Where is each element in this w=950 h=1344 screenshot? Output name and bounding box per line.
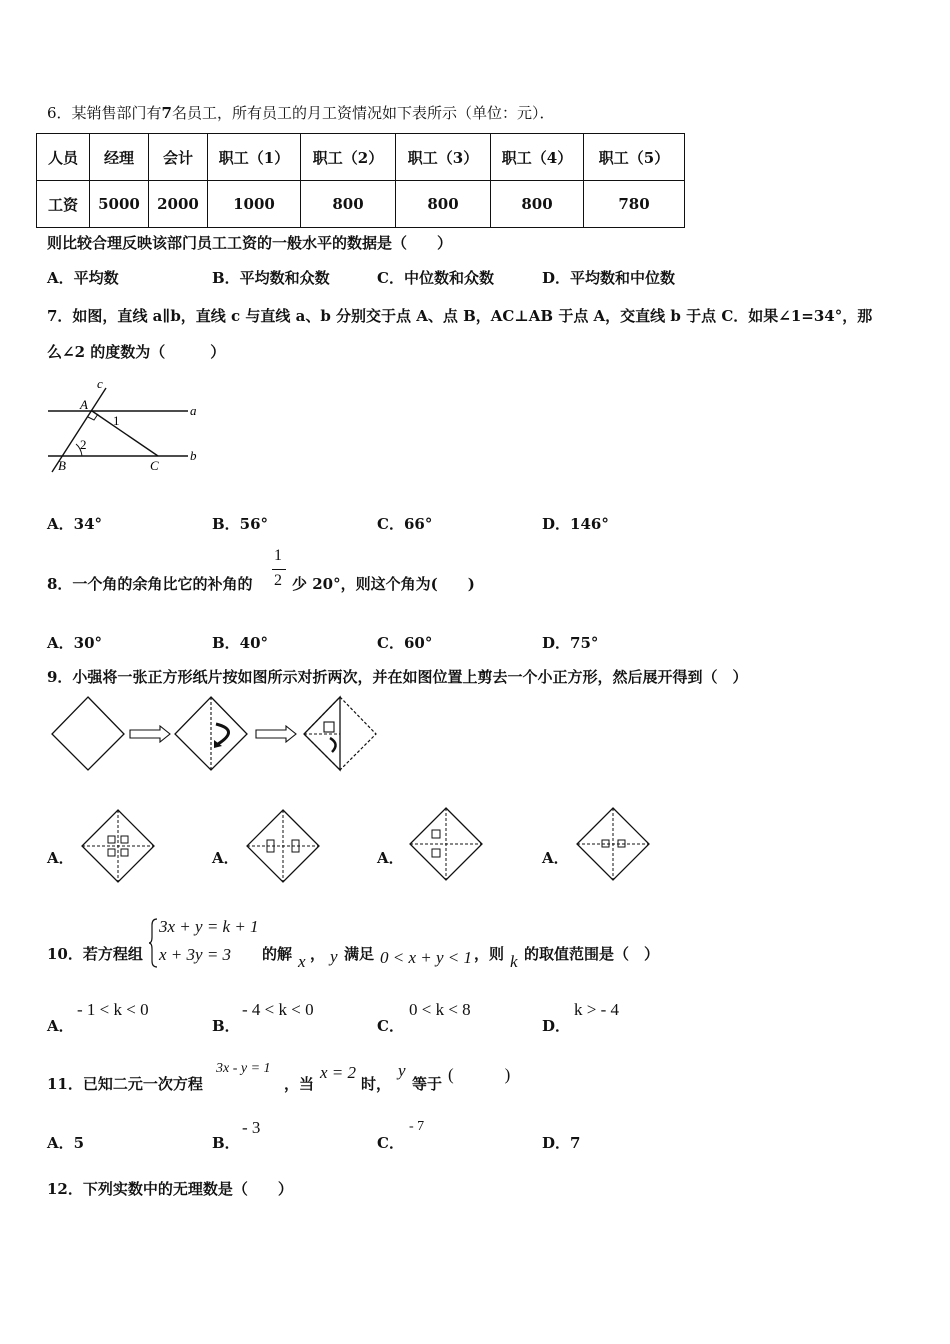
q9-option-c-figure [408,806,484,882]
table-header-cell: 人员 [37,134,90,181]
table-header-cell: 经理 [90,134,149,181]
q8-option-a[interactable]: A．30° [47,634,103,652]
q10-brace [149,917,159,969]
q7-option-a[interactable]: A．34° [47,515,103,533]
line-ac [92,411,158,456]
q7-option-d[interactable]: D．146° [542,515,609,533]
label-A: A [80,397,88,412]
q10-text-solution: 的解 [262,945,293,963]
q11-text-equals: 等于 [412,1075,443,1093]
q6-stem [47,102,555,123]
label-2: 2 [80,437,87,452]
label-C: C [150,458,159,473]
label-B: B [58,458,66,473]
q6-option-a[interactable]: A．平均数 [47,269,119,287]
table-header-cell: 职工（5） [584,134,685,181]
q10-option-b-expr: - 4 < k < 0 [242,1000,314,1019]
q11-label: 11．已知二元一次方程 [47,1075,203,1093]
q9-option-d-figure [575,806,651,882]
q10-option-a-expr: - 1 < k < 0 [77,1000,149,1019]
q6-question: 则比较合理反映该部门员工工资的一般水平的数据是（ ） [47,234,453,252]
label-b: b [190,448,197,463]
q11-option-c[interactable]: C． [377,1134,404,1152]
q11-condition: x = 2 [320,1063,357,1082]
table-header-cell: 职工（4） [491,134,584,181]
q10-option-c-expr: 0 < k < 8 [409,1000,471,1019]
q10-sep: ， [310,945,326,963]
table-row [37,181,685,228]
q10-var-x: x [298,952,306,971]
q10-text-satisfy: 满足 [344,945,375,963]
q12-stem: 12．下列实数中的无理数是（ ） [47,1180,293,1198]
q7-geometry-figure [40,378,210,478]
q10-condition: 0 < x + y < 1 [380,948,473,967]
q8-stem-post: 少 20°，则这个角为( ) [292,575,475,593]
q9-option-b[interactable]: A． [212,849,239,867]
q11-option-b-expr: - 3 [242,1118,261,1137]
q9-option-a[interactable]: A． [47,849,74,867]
table-cell: 800 [396,181,491,228]
q10-option-d[interactable]: D． [542,1017,571,1035]
q8-fraction-denominator: 2 [274,572,282,589]
q11-text-time: 时， [361,1075,392,1093]
q11-text-when: ，当 [284,1075,315,1093]
q9-option-b-figure [245,808,321,884]
label-1: 1 [113,413,120,428]
q10-var-k: k [510,952,518,971]
q6-stem-text: 6．某销售部门有 [47,104,162,122]
q10-label: 10．若方程组 [47,945,143,963]
q11-option-c-expr: - 7 [409,1119,425,1134]
q6-stem-text2: 名员工，所有员工的月工资情况如下表所示（单位：元）． [171,104,555,122]
arrow-icon [130,726,170,742]
fold-twice-shape [304,697,376,770]
table-cell: 780 [584,181,685,228]
q9-option-d[interactable]: A． [542,849,569,867]
q10-option-d-expr: k > - 4 [574,1000,619,1019]
q8-option-d[interactable]: D．75° [542,634,599,652]
label-a: a [190,403,197,418]
salary-table [36,133,685,228]
q11-var-y: y [398,1061,406,1080]
q8-fraction-numerator: 1 [274,547,282,564]
q7-option-b[interactable]: B．56° [212,515,269,533]
table-cell: 800 [301,181,396,228]
table-header-cell: 会计 [149,134,208,181]
q10-equation-2: x + 3y = 3 [159,945,232,964]
q9-option-c[interactable]: A． [377,849,404,867]
q6-option-d[interactable]: D．平均数和中位数 [542,269,676,287]
q6-count: 7 [161,104,172,122]
q11-equation: 3x - y = 1 [216,1061,271,1076]
q6-option-c[interactable]: C．中位数和众数 [377,269,494,287]
q6-option-b[interactable]: B．平均数和众数 [212,269,330,287]
q10-text-then: ，则 [474,945,505,963]
q11-option-a[interactable]: A．5 [47,1134,85,1152]
table-header-cell: 职工（2） [301,134,396,181]
arrow-icon [256,726,296,742]
q10-option-c[interactable]: C． [377,1017,404,1035]
q11-option-b[interactable]: B． [212,1134,240,1152]
table-cell: 800 [491,181,584,228]
q8-option-b[interactable]: B．40° [212,634,269,652]
table-header-row [37,134,685,181]
table-header-cell: 职工（3） [396,134,491,181]
q10-equation-1: 3x + y = k + 1 [159,917,259,936]
q7-stem-line1: 7．如图，直线 a∥b，直线 c 与直线 a、b 分别交于点 A、点 B，AC⊥AB 于点 A，交直线 b 于点 C．如果∠1=34°，那 [47,307,873,325]
table-header-cell: 职工（1） [208,134,301,181]
paper-square [52,697,124,770]
q7-stem-line2: 么∠2 的度数为（ ） [47,343,226,361]
fold-once-shape [175,697,247,770]
q10-var-y: y [330,947,338,966]
q9-option-a-figure [80,808,156,884]
q11-paren: ( ) [448,1065,511,1084]
q8-option-c[interactable]: C．60° [377,634,433,652]
label-c: c [97,376,103,391]
table-cell: 1000 [208,181,301,228]
q10-text-range: 的取值范围是（ ） [524,945,660,963]
q9-stem: 9．小强将一张正方形纸片按如图所示对折两次，并在如图位置上剪去一个小正方形，然后展开得到（ ） [47,668,748,686]
q10-option-b[interactable]: B． [212,1017,240,1035]
q8-stem-pre: 8．一个角的余角比它的补角的 [47,575,253,593]
q10-option-a[interactable]: A． [47,1017,74,1035]
q7-option-c[interactable]: C．66° [377,515,433,533]
q11-option-d[interactable]: D．7 [542,1134,581,1152]
q8-fraction-bar [272,569,286,570]
table-cell: 2000 [149,181,208,228]
q9-folding-figure [48,694,388,776]
table-cell: 工资 [37,181,90,228]
table-cell: 5000 [90,181,149,228]
